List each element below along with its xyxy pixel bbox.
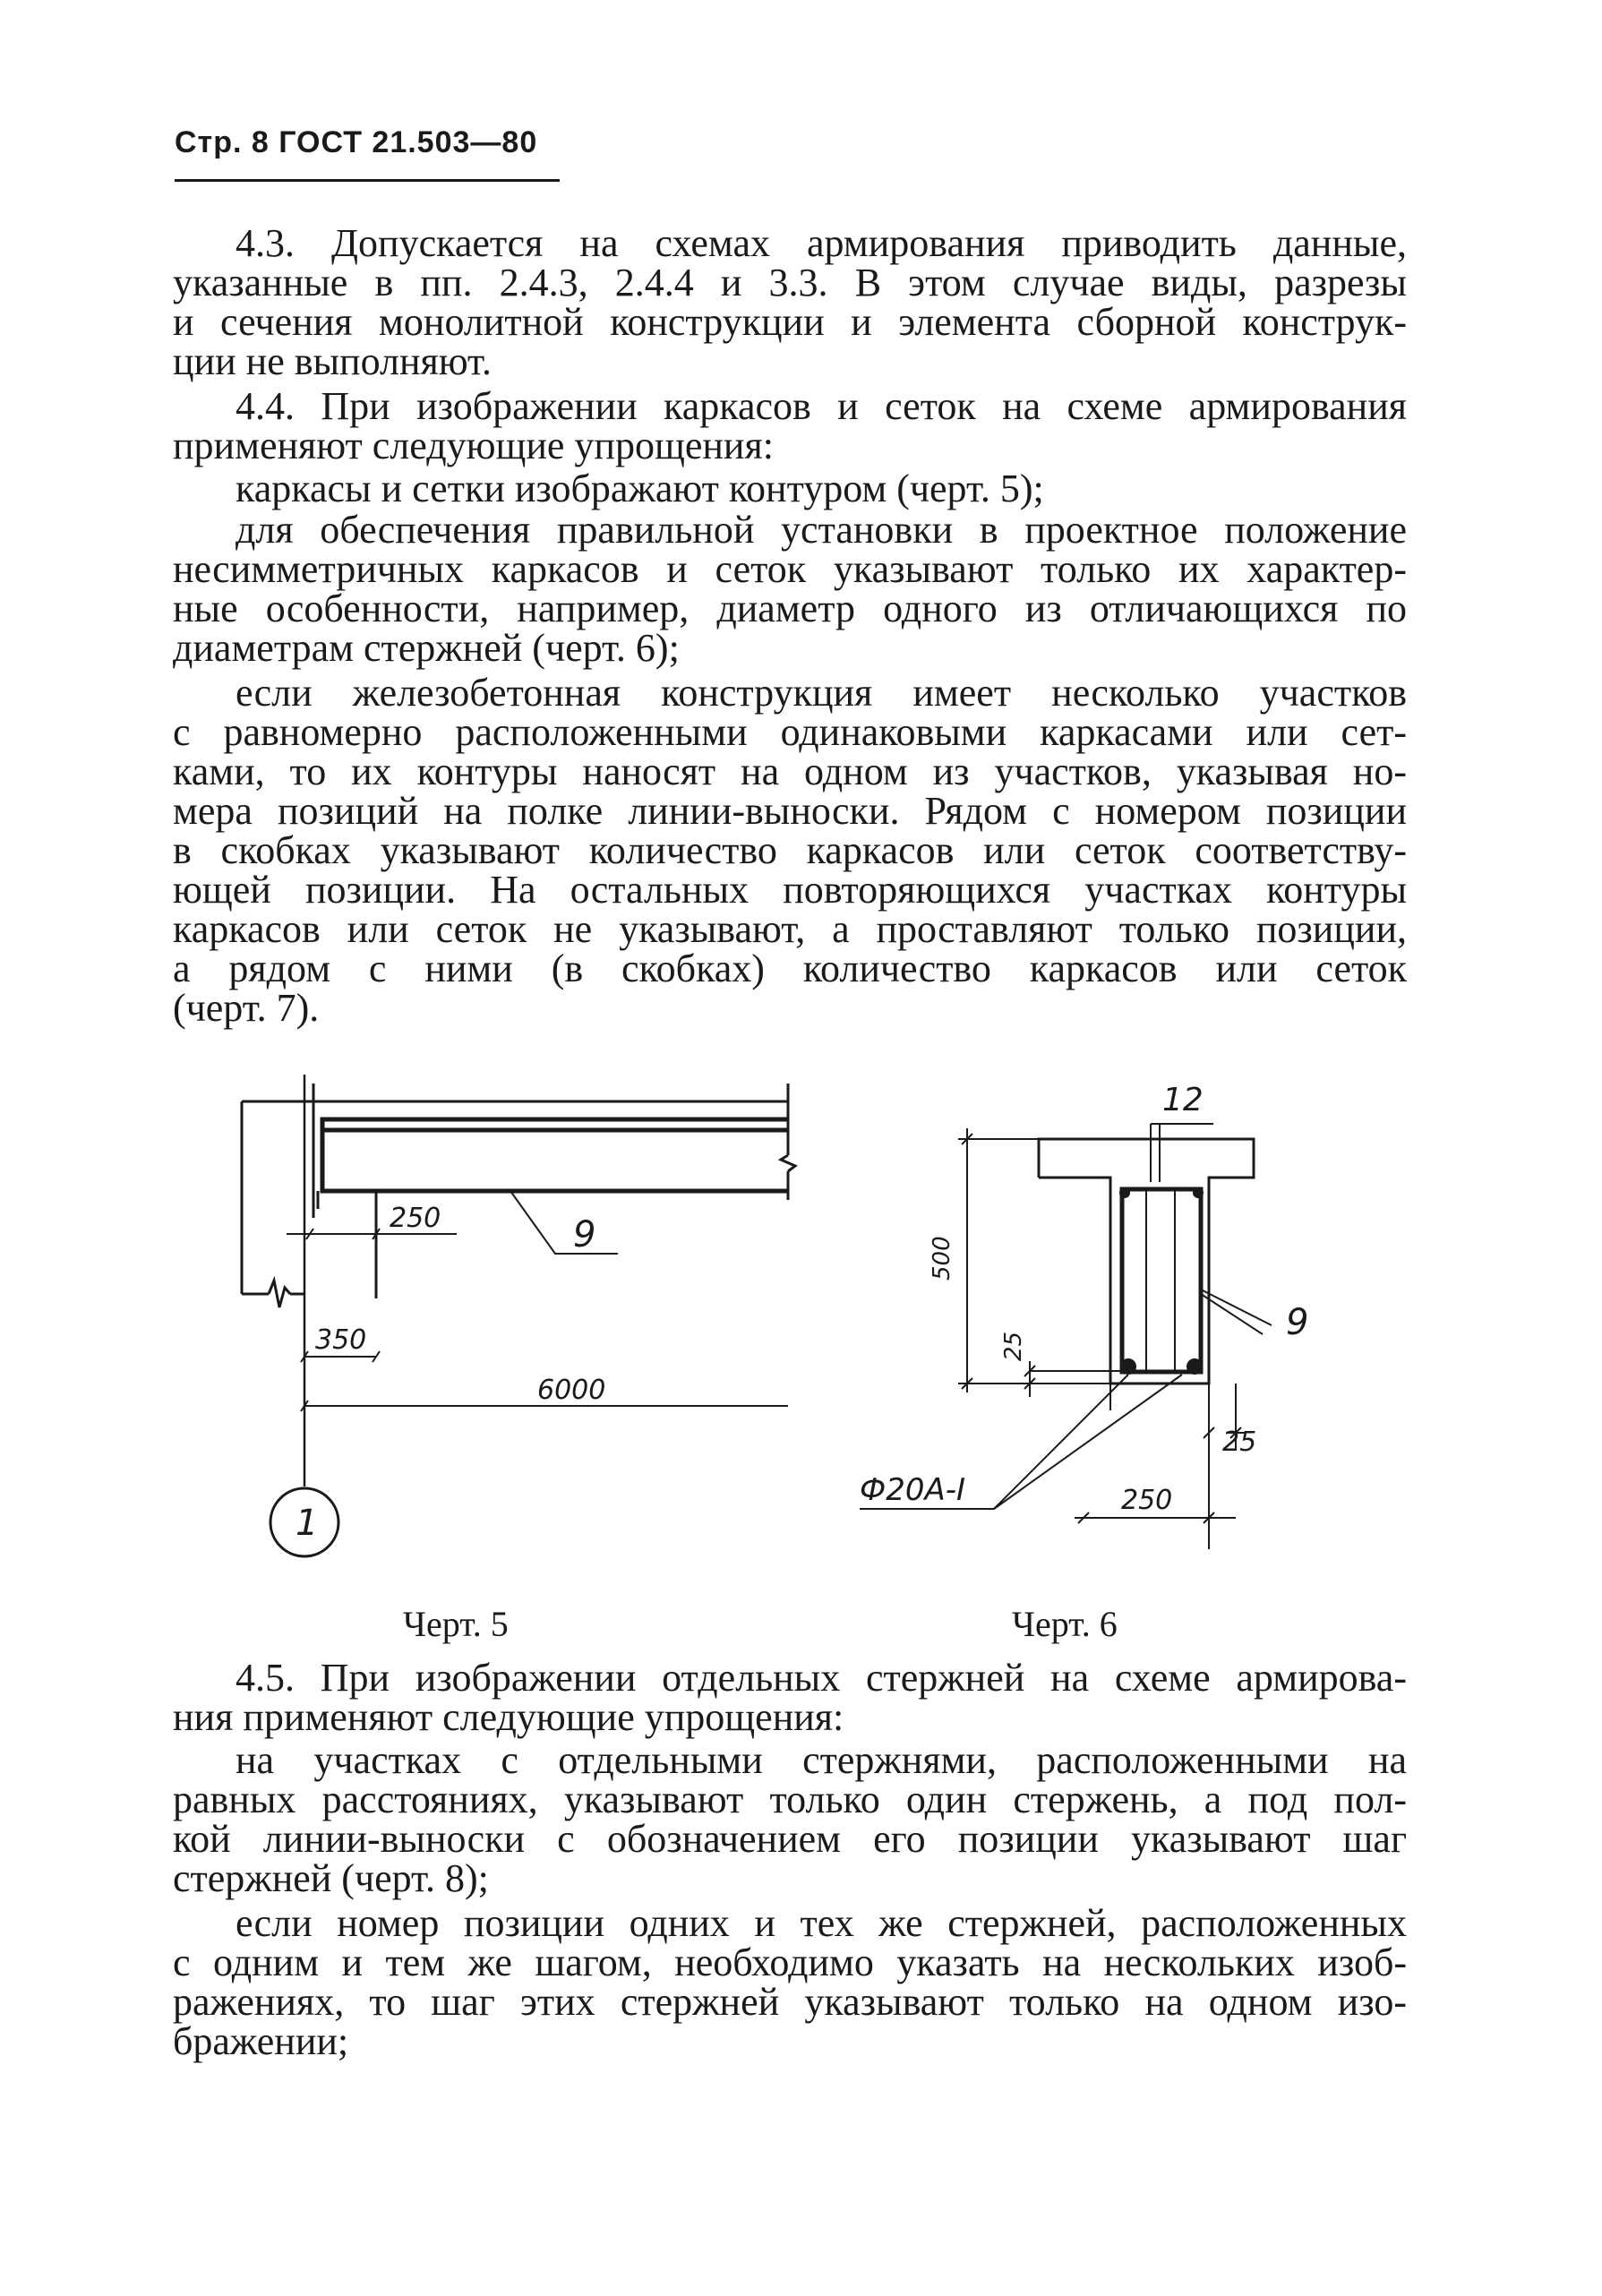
fig5-dim-6000: 6000 [537,1375,606,1406]
text-line: мера позиций на полке линии-выноски. Рядом с номером позиции [173,789,1407,833]
text-line: ющей позиции. На остальных повторяющихся участках контуры [173,868,1407,912]
text-line: кой линии-выноски с обозначением его позиции указывают шаг [173,1817,1407,1861]
section-4-4-a [173,469,1407,509]
page-header: Стр. 8 ГОСТ 21.503—80 [175,125,538,159]
section-4-5-b [173,1901,1407,2063]
figure-5-drawing [215,1057,842,1594]
fig6-dim-250: 250 [1121,1485,1173,1516]
text-line: диаметрам стержней (черт. 6); [173,626,680,670]
section-4-5-a [173,1738,1407,1900]
section-4-4-b [173,510,1407,668]
text-line: с равномерно расположенными одинаковыми каркасами или сет- [173,710,1407,754]
figure-6-caption: Черт. 6 [1012,1604,1118,1644]
fig6-dim-25-left: 25 [1000,1331,1027,1361]
fig5-position-9: 9 [573,1214,596,1255]
text-line: если железобетонная конструкция имеет несколько участков [236,671,1407,715]
text-line: в скобках указывают количество каркасов или сеток соответству- [173,828,1407,872]
header-rule [175,179,560,182]
text-line: указанные в пп. 2.4.3, 2.4.4 и 3.3. В этом случае виды, разрезы [173,261,1407,304]
text-line: применяют следующие упрощения: [173,424,774,467]
text-line: стержней (черт. 8); [173,1856,489,1900]
text-line: каркасов или сеток не указывают, а проставляют только позиции, [173,907,1407,951]
fig5-axis-label: 1 [296,1503,319,1544]
fig6-position-9: 9 [1286,1302,1309,1343]
text-line: 4.4. При изображении каркасов и сеток на схеме армирования [236,384,1407,428]
text-line: ками, то их контуры наносят на одном из участков, указывая но- [173,750,1407,793]
text-line: несимметричных каркасов и сеток указывают только их характер- [173,547,1407,591]
text-line: а рядом с ними (в скобках) количество каркасов или сеток [173,947,1407,990]
fig6-dim-500: 500 [929,1236,955,1281]
fig5-dim-350: 350 [315,1324,367,1356]
fig6-dim-25-right: 25 [1222,1426,1257,1458]
fig6-rebar-label: Ф20А-I [860,1472,966,1508]
text-line: 4.5. При изображении отдельных стержней на схеме армирова- [236,1656,1407,1700]
text-line: на участках с отдельными стержнями, расположенными на [236,1738,1407,1782]
section-4-4 [173,384,1407,467]
text-line: с одним и тем же шагом, необходимо указать на нескольких изоб- [173,1940,1407,1984]
text-line: бражении; [173,2019,349,2063]
text-line: если номер позиции одних и тех же стержней, расположенных [236,1901,1407,1945]
text-line: ции не выполняют. [173,339,492,383]
text-line: 4.3. Допускается на схемах армирования приводить данные, [236,221,1407,265]
figure-6-drawing [860,1057,1415,1558]
text-line: и сечения монолитной конструкции и элемента сборной конструк- [173,300,1407,344]
text-line: (черт. 7). [173,986,320,1030]
fig5-dim-250: 250 [390,1203,441,1234]
section-4-4-c [173,673,1407,1028]
text-line: каркасы и сетки изображают контуром (черт. 5); [236,467,1044,510]
text-line: для обеспечения правильной установки в проектное положение [236,508,1407,552]
section-4-3 [173,221,1407,383]
text-line: ния применяют следующие упрощения: [173,1695,844,1739]
section-4-5 [173,1658,1407,1737]
text-line: ные особенности, например, диаметр одного из отличающихся по [173,587,1407,630]
text-line: равных расстояниях, указывают только один стержень, а под пол- [173,1778,1407,1821]
figure-5-caption: Черт. 5 [403,1604,509,1644]
fig6-position-12: 12 [1162,1082,1204,1118]
text-line: ражениях, то шаг этих стержней указывают только на одном изо- [173,1980,1407,2024]
